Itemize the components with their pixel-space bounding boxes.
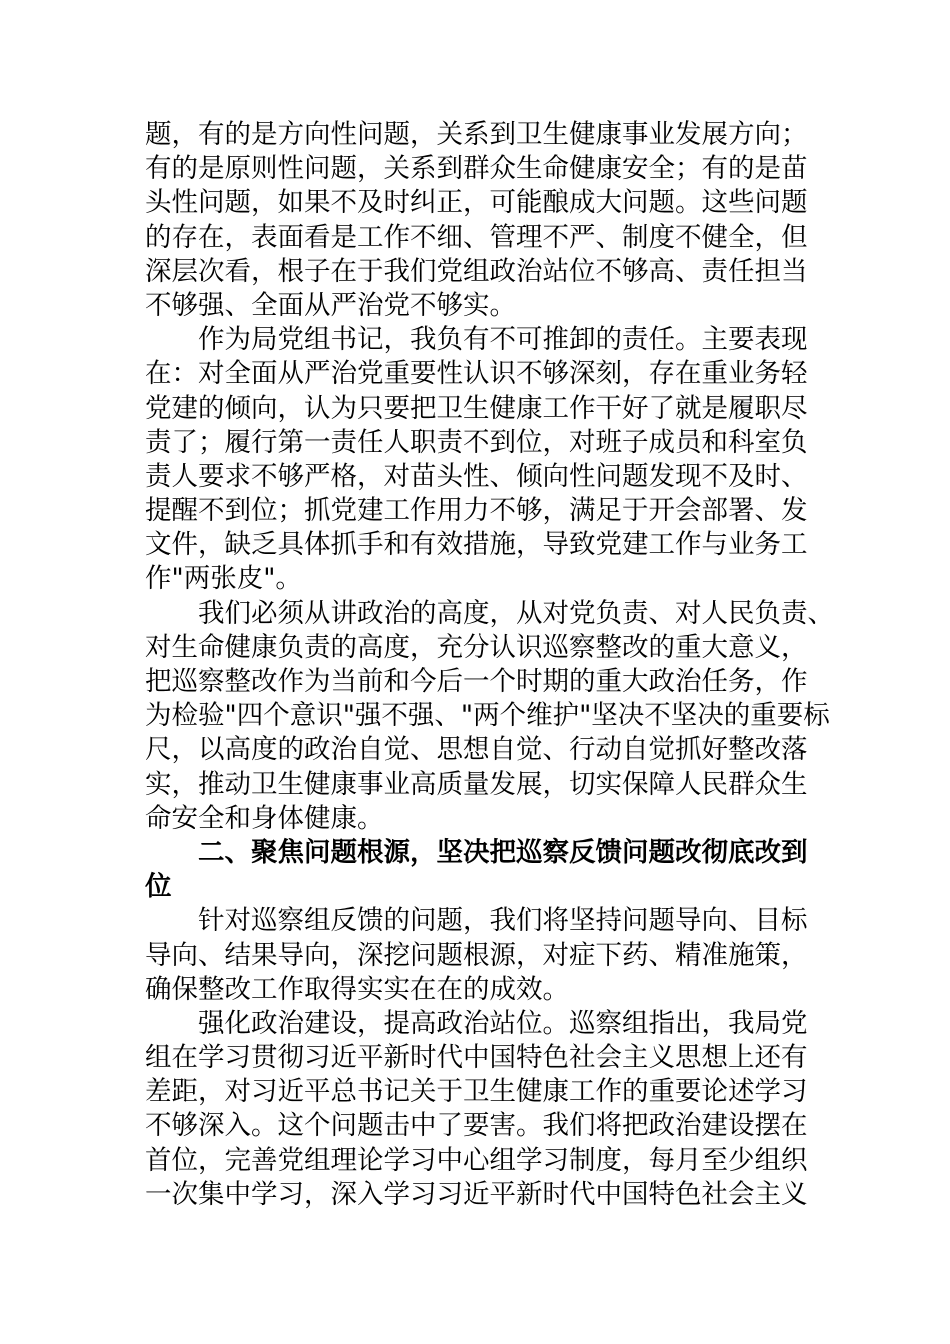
text-line: 为检验"四个意识"强不强、"两个维护"坚决不坚决的重要标 (145, 700, 830, 732)
paragraph-p1 (145, 118, 810, 323)
text-line: 一次集中学习，深入学习习近平新时代中国特色社会主义 (145, 1178, 808, 1210)
document-body (145, 118, 834, 1212)
section-heading-2 (145, 836, 810, 904)
paragraph-p5 (145, 1007, 810, 1212)
text-line: 强化政治建设，提高政治站位。巡察组指出，我局党 (198, 1007, 808, 1039)
text-line: 作为局党组书记，我负有不可推卸的责任。主要表现 (198, 324, 808, 356)
text-line: 在：对全面从严治党重要性认识不够深刻，存在重业务轻 (145, 358, 808, 390)
heading-line: 二、聚焦问题根源，坚决把巡察反馈问题改彻底改到 (198, 836, 808, 868)
text-line: 深层次看，根子在于我们党组政治站位不够高、责任担当 (145, 255, 808, 287)
text-line: 责人要求不够严格，对苗头性、倾向性问题发现不及时、 (145, 460, 808, 492)
text-line: 把巡察整改作为当前和今后一个时期的重大政治任务，作 (145, 666, 808, 697)
text-line: 题，有的是方向性问题，关系到卫生健康事业发展方向； (145, 119, 808, 150)
paragraph-p3 (145, 597, 834, 836)
text-line: 确保整改工作取得实实在在的成效。 (145, 973, 569, 1005)
text-line: 有的是原则性问题，关系到群众生命健康安全；有的是苗 (145, 153, 808, 185)
text-line: 差距，对习近平总书记关于卫生健康工作的重要论述学习 (145, 1076, 808, 1108)
text-line: 组在学习贯彻习近平新时代中国特色社会主义思想上还有 (145, 1042, 808, 1074)
heading-line: 位 (145, 871, 172, 903)
text-line: 命安全和身体健康。 (145, 802, 384, 834)
text-line: 作"两张皮"。 (145, 563, 302, 595)
text-line: 针对巡察组反馈的问题，我们将坚持问题导向、目标 (198, 905, 808, 937)
text-line: 尺，以高度的政治自觉、思想自觉、行动自觉抓好整改落 (145, 734, 808, 766)
paragraph-p4 (145, 904, 810, 1007)
paragraph-p2 (145, 323, 810, 597)
text-line: 党建的倾向，认为只要把卫生健康工作干好了就是履职尽 (145, 392, 808, 424)
text-line: 提醒不到位；抓党建工作用力不够，满足于开会部署、发 (145, 495, 808, 527)
text-line: 责了；履行第一责任人职责不到位，对班子成员和科室负 (145, 426, 808, 458)
text-line: 的存在，表面看是工作不细、管理不严、制度不健全，但 (145, 221, 808, 253)
text-line: 文件，缺乏具体抓手和有效措施，导致党建工作与业务工 (145, 529, 808, 561)
text-line: 不够强、全面从严治党不够实。 (145, 289, 516, 321)
text-line: 实，推动卫生健康事业高质量发展，切实保障人民群众生 (145, 768, 808, 800)
text-line: 不够深入。这个问题击中了要害。我们将把政治建设摆在 (145, 1110, 808, 1142)
text-line: 导向、结果导向，深挖问题根源，对症下药、精准施策， (145, 939, 808, 971)
text-line: 对生命健康负责的高度，充分认识巡察整改的重大意义， (145, 631, 808, 663)
text-line: 首位，完善党组理论学习中心组学习制度，每月至少组织 (145, 1144, 808, 1176)
text-line: 头性问题，如果不及时纠正，可能酿成大问题。这些问题 (145, 187, 808, 219)
text-line: 我们必须从讲政治的高度，从对党负责、对人民负责、 (198, 597, 834, 629)
